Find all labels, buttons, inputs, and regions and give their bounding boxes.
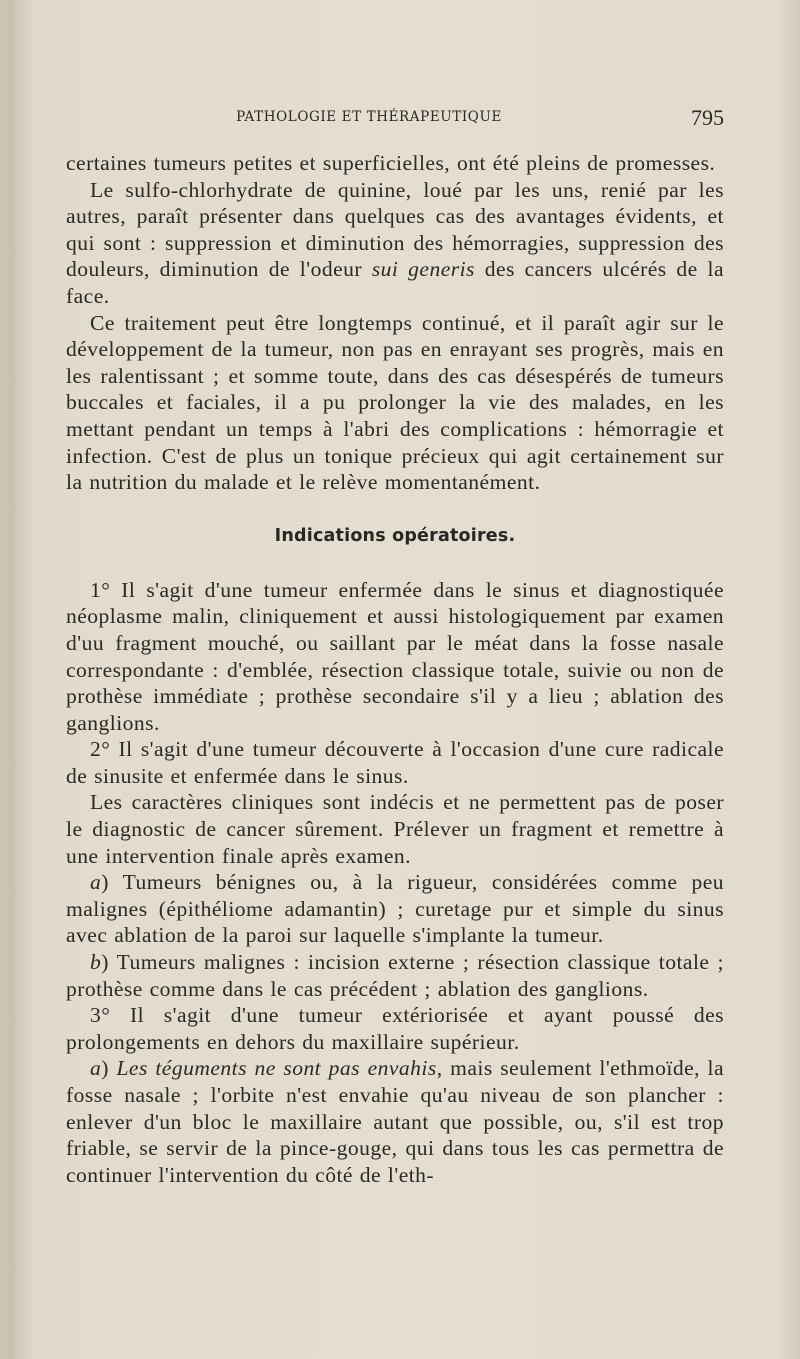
paragraph-clinical: Les caractères cliniques sont indécis et ne permettent pas de poser le diagnostic de cancer sûrement. Prélever un fragment et remettre à une intervention finale après examen. <box>66 790 724 868</box>
paragraph-treatment: Ce traitement peut être longtemps continué, et il paraît agir sur le développement de la tumeur, non pas en enrayant ses progrès, mais en les ralentissant ; et somme toute, dans des cas désespérés de tumeurs buccales et faciales, il a pu prolonger la vie des malades, en les mettant pendant un temps à l'abri des complications : hémorragie et infection. C'est de plus un tonique précieux qui agit certainement sur la nutrition du malade et le relève momentanément. <box>66 310 724 495</box>
paragraph-case-3a-italic: Les téguments ne sont pas envahis <box>116 1056 437 1081</box>
paragraph-case-2a-label: a <box>90 870 102 895</box>
running-head <box>66 105 724 129</box>
paragraph-case-3a-paren: ) <box>101 1056 117 1081</box>
paragraph-case-2a <box>66 869 724 949</box>
running-title: PATHOLOGIE ET THÉRAPEUTIQUE <box>236 109 502 125</box>
paragraph-case-2b-label: b <box>90 950 102 975</box>
paragraph-quinine-end: des cancers ulcérés de la face. <box>66 257 724 308</box>
paragraph-quinine-italic: sui generis <box>371 257 475 282</box>
paragraph-quinine <box>66 177 724 310</box>
paragraph-case-2b-text: ) Tumeurs malignes : incision externe ; résection classique totale ; prothèse comme dans le cas précédent ; ablation des ganglions. <box>66 950 724 1001</box>
paragraph-case-2b <box>66 949 724 1002</box>
paragraph-case-3: 3° Il s'agit d'une tumeur extériorisée et ayant poussé des prolongements en dehors du maxillaire supérieur. <box>66 1003 724 1054</box>
section-heading: Indications opératoires. <box>274 525 516 546</box>
paragraph-case-3a-label: a <box>90 1056 102 1081</box>
paragraph-case-2a-text: ) Tumeurs bénignes ou, à la rigueur, considérées comme peu malignes (épithéliome adamantin) ; curetage pur et simple du sinus avec ablation de la paroi sur laquelle s'implante la tumeur. <box>66 870 724 948</box>
paragraph-case-3a <box>66 1055 724 1188</box>
paragraph-case-1: 1° Il s'agit d'une tumeur enfermée dans le sinus et diagnostiquée néoplasme malin, cliniquement et aussi histologiquement par examen d'uu fragment mouché, ou saillant par le méat dans la fosse nasale correspondante : d'emblée, résection classique totale, suivie ou non de prothèse immédiate ; prothèse secondaire s'il y a lieu ; ablation des ganglions. <box>66 577 724 735</box>
paragraph-continuation: certaines tumeurs petites et superficielles, ont été pleins de promesses. <box>66 151 716 175</box>
book-page <box>10 0 800 1359</box>
paragraph-case-3a-text: , mais seulement l'ethmoïde, la fosse nasale ; l'orbite n'est envahie qu'au niveau de son plancher : enlever d'un bloc le maxillaire autant que possible, ou, s'il est trop friable, se servir de la pince-gouge, qui dans tous les cas permettra de continuer l'intervention du côté de l'eth- <box>66 1056 725 1187</box>
page-number: 795 <box>691 105 724 130</box>
paragraph-quinine-text: Le sulfo-chlorhydrate de quinine, loué par les uns, renié par les autres, paraît présenter dans quelques cas des avantages évidents, et qui sont : suppression et diminution des hémorragies, suppression des douleurs, diminution de l'odeur <box>66 177 724 282</box>
paragraph-case-2: 2° Il s'agit d'une tumeur découverte à l'occasion d'une cure radicale de sinusite et enfermée dans le sinus. <box>66 737 724 788</box>
text-block <box>66 150 724 1188</box>
